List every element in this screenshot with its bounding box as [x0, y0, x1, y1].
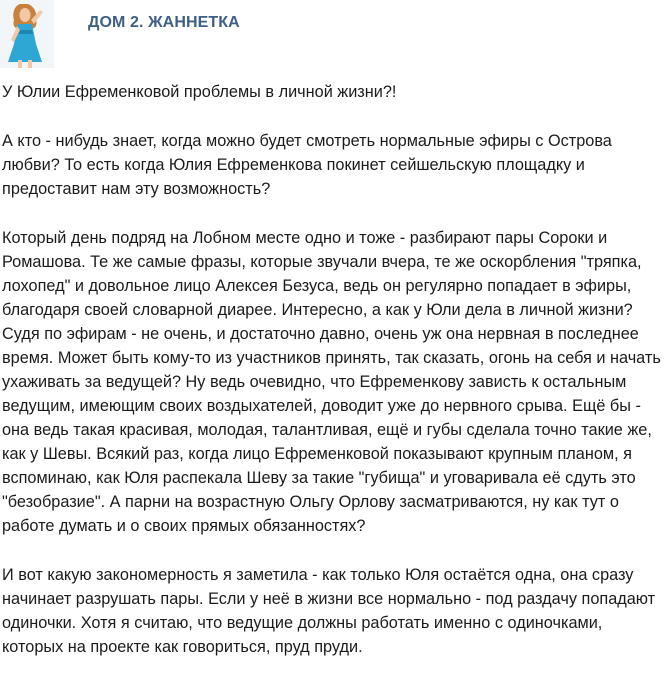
page-title[interactable]: ДОМ 2. ЖАННЕТКА: [88, 14, 240, 31]
article-body: [2, 80, 668, 684]
article-paragraph: А кто - нибудь знает, когда можно будет смотреть нормальные эфиры с Острова любви? То есть когда Юлия Ефременкова покинет сейшельскую площадку и предоставит нам эту возможность?: [2, 132, 612, 198]
avatar[interactable]: [0, 0, 54, 68]
girl-in-blue-dress-avatar-icon: [0, 0, 54, 68]
article-subtitle: У Юлии Ефременковой проблемы в личной жизни?!: [2, 83, 397, 101]
article-paragraph: Который день подряд на Лобном месте одно и тоже - разбирают пары Сороки и Ромашова. Те же самые фразы, которые звучали вчера, те же оскорбления "тряпка, лохопед" и довольное лицо Алексея Безуса, ведь он регулярно попадает в эфиры, благодаря своей словарной диарее. Интересно, а как у Юли дела в личной жизни? Судя по эфирам - не очень, и достаточно давно, очень уж она нервная в последнее время. Может быть кому-то из участников принять, так сказать, огонь на себя и начать ухаживать за ведущей? Ну ведь очевидно, что Ефременкову зависть к остальным ведущим, имеющим своих воздыхателей, доводит уже до нервного срыва. Ещё бы - она ведь такая красивая, молодая, талантливая, ещё и губы сделала точно такие же, как у Шевы. Всякий раз, когда лицо Ефременковой показывают крупным планом, я вспоминаю, как Юля распекала Шеву за такие "губища" и уговаривала её сдуть это "безобразие". А парни на возрастную Ольгу Орлову засматриваются, ну как тут о работе думать и о своих прямых обязанностях?: [2, 229, 661, 535]
post-header: [0, 0, 670, 72]
article-paragraph: И вот какую закономерность я заметила - как только Юля остаётся одна, она сразу начинает разрушать пары. Если у неё в жизни все нормально - под раздачу попадают одиночки. Хотя я считаю, что ведущие должны работать именно с одиночками, которых на проекте как говориться, пруд пруди.: [2, 566, 656, 656]
